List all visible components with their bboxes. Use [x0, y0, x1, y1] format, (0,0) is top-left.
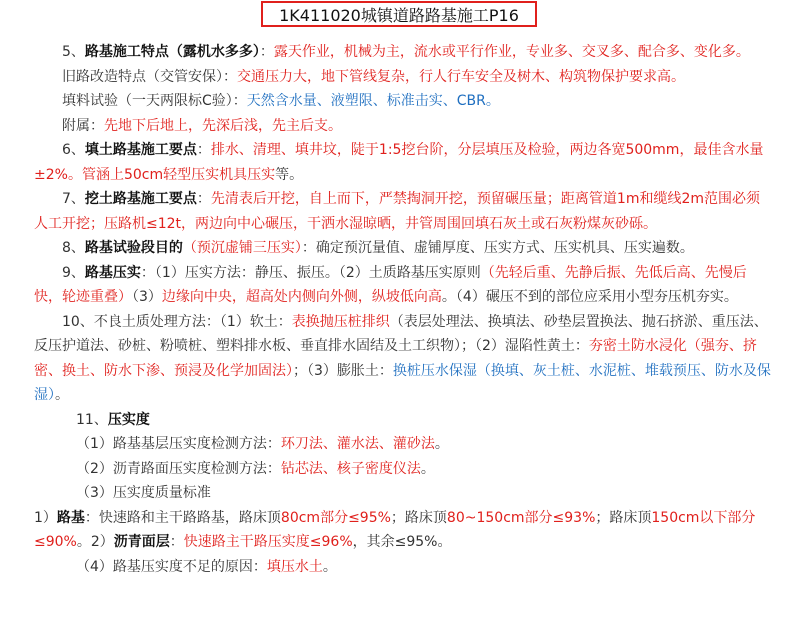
highlight-text-4: 快速路主干路压实度≤96% — [183, 534, 353, 550]
item-8-trial-section — [34, 236, 772, 261]
tail-text: 。 — [420, 460, 435, 477]
body-text-4: 。2） — [76, 534, 114, 550]
item-heading: 路基施工特点（露机水多多） — [84, 44, 260, 60]
body-text-3: 。（4）碾压不到的部位应采用小型夯压机夯实。 — [441, 289, 738, 305]
highlight-text: 钻芯法、核子密度仪法 — [280, 460, 421, 477]
tail-text: 等。 — [275, 166, 304, 183]
item-heading: 填土路基施工要点 — [84, 142, 197, 158]
colon: ： — [169, 534, 184, 550]
sub-4-insufficient-cause — [34, 555, 772, 580]
highlight-text: 露天作业，机械为主，流水或平行作业，专业多、交叉多、配合多、变化多。 — [273, 44, 750, 60]
item-heading: 压实度 — [107, 411, 150, 428]
highlight-text-2: 管涵上50cm轻型压实机具压实 — [81, 166, 276, 183]
item-heading: 路基试验段目的 — [84, 240, 183, 256]
body-text-3: 。 — [55, 387, 69, 403]
line-label: （3）压实度质量标准 — [76, 485, 211, 501]
line-label: （2）沥青路面压实度检测方法： — [76, 460, 281, 477]
colon: ： — [196, 142, 211, 158]
body-text: ：（1）压实方法：静压、振压。（2）土质路基压实原则 — [140, 264, 481, 281]
item-number: 11、 — [76, 411, 108, 428]
body-text-2: ；（3）膨胀土： — [293, 362, 393, 379]
item-heading: 路基 — [56, 509, 85, 526]
item-6-fill-subgrade — [34, 138, 772, 187]
body-text-2: ；路床顶 — [390, 509, 447, 526]
highlight-text: 80cm部分≤95% — [280, 509, 391, 526]
highlight-text-2: 80~150cm部分≤93% — [446, 509, 596, 526]
sub-3-quality-standard — [34, 481, 772, 506]
sub-2-asphalt-test — [34, 457, 772, 482]
highlight-text-3: 150cm以下部分≤90% — [34, 509, 756, 550]
item-heading: 路基压实 — [84, 264, 141, 281]
body-text-3: ；路床顶 — [595, 509, 652, 526]
body-text-2: （3） — [132, 289, 162, 305]
mnemonic: （预沉虚铺三压实） — [182, 240, 302, 256]
line-label: 填料试验（一天两限标C验）： — [62, 93, 247, 109]
item-number: 9、 — [62, 264, 85, 281]
body-text: （表层处理法、换填法、砂垫层置换法、抛石挤淤、重压法、反压护道法、砂桩、粉喷桩、塑料排水板、垂直排水固结及土工织物）；（2）湿陷性黄土： — [34, 313, 768, 354]
highlight-text-2: 夯密土防水浸化（强夯、挤密、换土、防水下渗、预浸及化学加固法） — [34, 338, 757, 379]
blue-text: 换桩压水保湿（换填、灰土桩、水泥桩、堆载预压、防水及保湿） — [34, 362, 771, 403]
item-number: 7、 — [62, 191, 85, 207]
blue-text: 天然含水量、液塑限、标准击实、CBR。 — [246, 93, 500, 109]
line-label: （1）路基基层压实度检测方法： — [76, 436, 281, 452]
highlight-text: 交通压力大，地下管线复杂，行人行车安全及树木、构筑物保护要求高。 — [237, 68, 685, 85]
body-text: ：快速路和主干路路基，路床顶 — [84, 509, 281, 526]
body-text: ：确定预沉量值、虚铺厚度、压实方式、压实机具、压实遍数。 — [301, 240, 694, 256]
line-label: 附属： — [62, 117, 104, 134]
sub-1-base-test — [34, 432, 772, 457]
item-heading: 挖土路基施工要点 — [84, 191, 197, 207]
highlight-text: 先地下后地上，先深后浅，先主后支。 — [104, 117, 342, 134]
highlight-text: 排水、清理、填井坟，陡于1:5挖台阶，分层填压及检验，两边各宽500mm，最佳含水量±2%。 — [34, 142, 764, 183]
body-text-5: ，其余≤95%。 — [352, 534, 452, 550]
colon: ： — [259, 44, 274, 60]
section-title: 1K411020城镇道路路基施工P16 — [261, 1, 537, 27]
tail-text: 。 — [322, 558, 337, 575]
attached-works — [34, 114, 772, 139]
highlight-text: 填压水土 — [266, 558, 323, 575]
item-9-compaction — [34, 261, 772, 310]
item-number: 5、 — [62, 44, 85, 60]
colon: ： — [196, 191, 211, 207]
item-11-compaction-degree — [34, 408, 772, 433]
highlight-text-2: 边缘向中央，超高处内侧向外侧，纵坡低向高 — [161, 289, 442, 305]
highlight-text: 先清表后开挖，自上而下，严禁掏洞开挖，预留碾压量；距离管道1m和缆线2m范围必须人工开挖；压路机≤12t，两边向中心碾压，干洒水湿晾晒，井管周围回填石灰土或石灰粉煤灰砂砾。 — [34, 191, 761, 232]
item-heading-2: 沥青面层 — [113, 534, 170, 550]
item-number: 1） — [34, 509, 57, 526]
highlight-text: 环刀法、灌水法、灌砂法 — [280, 436, 435, 452]
old-road-features — [34, 65, 772, 90]
item-10-poor-soil — [34, 310, 772, 408]
sub-3-standard-details — [34, 506, 772, 555]
fill-test — [34, 89, 772, 114]
highlight-text: 表换抛压桩排织 — [291, 313, 390, 330]
item-number: 8、 — [62, 240, 85, 256]
item-number: 6、 — [62, 142, 85, 158]
item-7-cut-subgrade — [34, 187, 772, 236]
item-5-construction-features — [34, 40, 772, 65]
highlight-text: （先轻后重、先静后振、先低后高、先慢后快，轮迹重叠） — [34, 264, 747, 305]
notes-content — [34, 40, 772, 579]
item-heading: 10、不良土质处理方法：（1）软土： — [62, 313, 292, 330]
line-label: 旧路改造特点（交管安保）： — [62, 68, 237, 85]
tail-text: 。 — [434, 436, 449, 452]
line-label: （4）路基压实度不足的原因： — [76, 558, 267, 575]
